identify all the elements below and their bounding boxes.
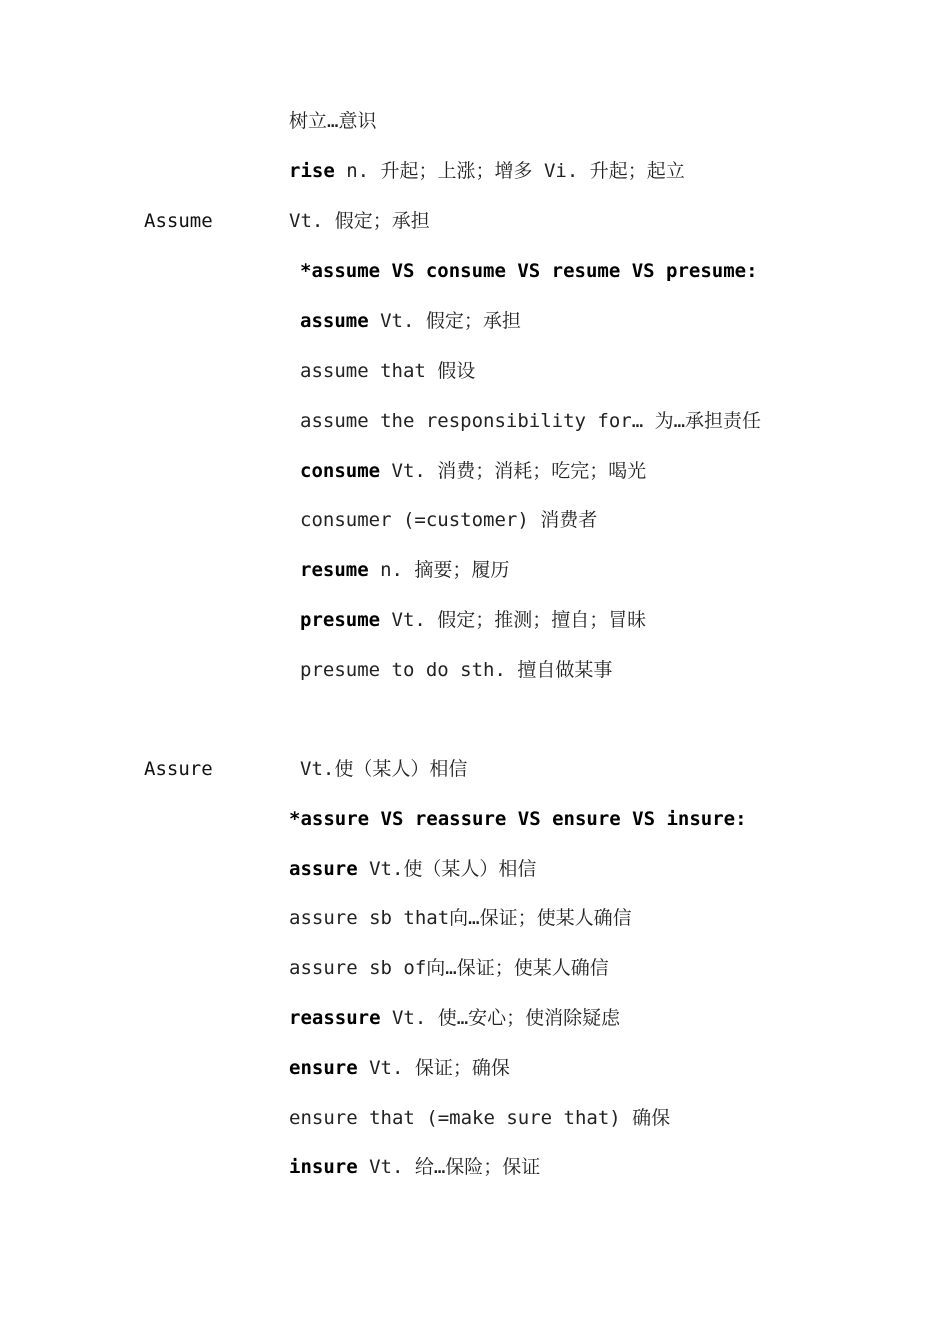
entry-line bbox=[300, 507, 597, 533]
entry-text: assure sb that向…保证；使某人确信 bbox=[289, 907, 632, 929]
compare-title: *assume VS consume VS resume VS presume: bbox=[300, 260, 758, 282]
entry-text: ensure that (=make sure that) 确保 bbox=[289, 1107, 671, 1129]
entry-text: Vt. 消费；消耗；吃完；喝光 bbox=[380, 460, 647, 482]
entry-line bbox=[289, 108, 376, 134]
entry-text: consumer (=customer) 消费者 bbox=[300, 509, 598, 531]
entry-term: assure bbox=[289, 858, 358, 880]
entry-term: presume bbox=[300, 609, 381, 631]
entry-text: Vt. 使…安心；使消除疑虑 bbox=[380, 1007, 621, 1029]
entry-line bbox=[300, 557, 509, 583]
entry-line bbox=[300, 458, 646, 484]
entry-term: resume bbox=[300, 559, 369, 581]
headword-assure: Assure bbox=[144, 758, 213, 780]
entry-line bbox=[300, 657, 612, 683]
entry-text: n. 摘要；履历 bbox=[368, 559, 510, 581]
entry-term: ensure bbox=[289, 1057, 358, 1079]
entry-line bbox=[300, 358, 475, 384]
entry-term: insure bbox=[289, 1156, 358, 1178]
entry-term: consume bbox=[300, 460, 381, 482]
entry-text: assure sb of向…保证；使某人确信 bbox=[289, 957, 609, 979]
entry-line bbox=[300, 607, 646, 633]
entry-line bbox=[289, 1055, 510, 1081]
entry-term: assume bbox=[300, 310, 369, 332]
headword-definition: Vt. 假定；承担 bbox=[289, 210, 430, 232]
entry-line bbox=[289, 1105, 670, 1131]
headword-assume: Assume bbox=[144, 210, 213, 232]
entry-text: 树立…意识 bbox=[289, 110, 377, 132]
entry-text: assume the responsibility for… 为…承担责任 bbox=[300, 410, 762, 432]
headword-definition: Vt.使（某人）相信 bbox=[300, 758, 468, 780]
entry-text: Vt.使（某人）相信 bbox=[357, 858, 537, 880]
entry-text: Vt. 给…保险；保证 bbox=[357, 1156, 541, 1178]
entry-line bbox=[289, 905, 632, 931]
entry-term: reassure bbox=[289, 1007, 381, 1029]
entry-text: Vt. 假定；承担 bbox=[368, 310, 521, 332]
entry-text: presume to do sth. 擅自做某事 bbox=[300, 659, 613, 681]
entry-line bbox=[300, 408, 761, 434]
entry-text: Vt. 保证；确保 bbox=[357, 1057, 510, 1079]
entry-line bbox=[289, 955, 609, 981]
entry-line bbox=[289, 1005, 620, 1031]
entry-line bbox=[300, 308, 521, 334]
entry-text: n. 升起；上涨；增多 Vi. 升起；起立 bbox=[334, 160, 685, 182]
entry-line bbox=[289, 856, 536, 882]
entry-text: Vt. 假定；推测；擅自；冒昧 bbox=[380, 609, 647, 631]
entry-line bbox=[289, 158, 685, 184]
entry-term: rise bbox=[289, 160, 335, 182]
compare-title: *assure VS reassure VS ensure VS insure: bbox=[289, 808, 747, 830]
entry-line bbox=[289, 1154, 540, 1180]
entry-text: assume that 假设 bbox=[300, 360, 476, 382]
